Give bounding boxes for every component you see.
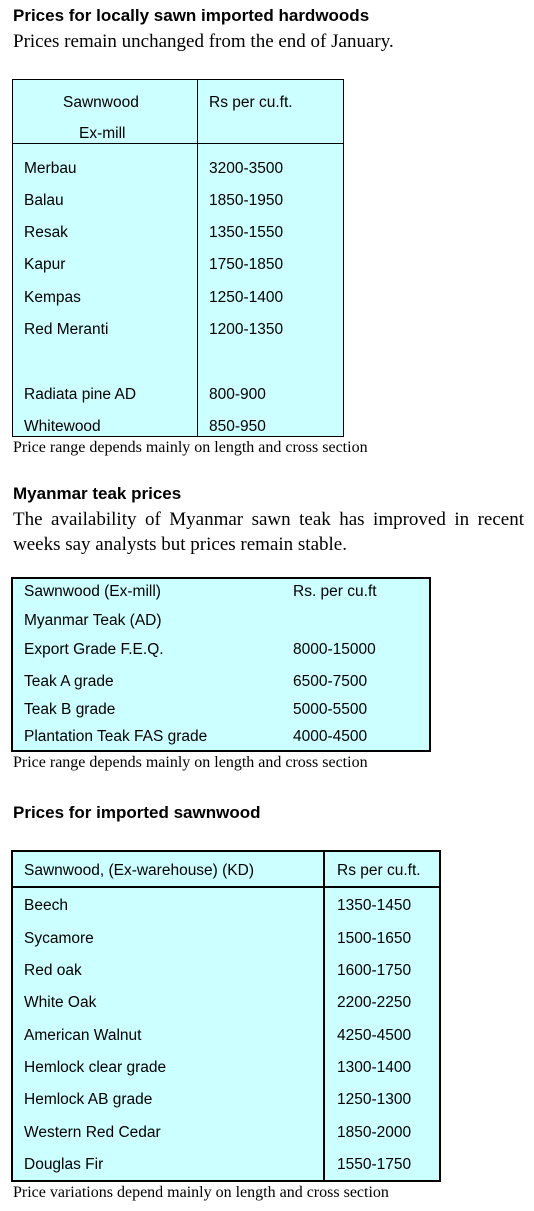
table-row-price: 5000-5500: [293, 701, 368, 718]
table-row-name: Western Red Cedar: [24, 1124, 161, 1141]
table-row-name: Kapur: [24, 256, 66, 273]
table-row-price: 8000-15000: [293, 641, 376, 658]
table-row-price: 1750-1850: [209, 256, 284, 273]
section2-heading: Myanmar teak prices: [13, 484, 182, 503]
table-row-price: 850-950: [209, 418, 266, 435]
table2-subheader: Myanmar Teak (AD): [24, 612, 162, 629]
table-row-price: 6500-7500: [293, 673, 368, 690]
table-row-name: Resak: [24, 224, 68, 241]
table-row-name: Balau: [24, 192, 64, 209]
table-row-name: Red Meranti: [24, 321, 109, 338]
table-row-name: Radiata pine AD: [24, 386, 137, 403]
imported-sawnwood-table: [11, 850, 441, 1182]
table-row-name: Merbau: [24, 160, 77, 177]
table-row-price: 2200-2250: [337, 994, 412, 1011]
table-row-name: Whitewood: [24, 418, 101, 435]
table-row-price: 1850-1950: [209, 192, 284, 209]
section2-note: Price range depends mainly on length and cross section: [13, 754, 368, 771]
table-row-price: 1250-1400: [209, 289, 284, 306]
table-row-price: 1350-1550: [209, 224, 284, 241]
section3-note: Price variations depend mainly on length and cross section: [13, 1184, 389, 1201]
table3-header-col2: Rs per cu.ft.: [337, 862, 421, 879]
table-row-name: Beech: [24, 897, 68, 914]
table-row-name: Export Grade F.E.Q.: [24, 641, 164, 658]
table-row-price: 4000-4500: [293, 728, 368, 745]
table-row-name: Teak A grade: [24, 673, 114, 690]
table-row-price: 1550-1750: [337, 1156, 412, 1173]
teak-price-table: [11, 577, 431, 752]
table-row-name: Teak B grade: [24, 701, 116, 718]
section1-heading: Prices for locally sawn imported hardwoods: [13, 6, 370, 25]
section1-note: Price range depends mainly on length and cross section: [13, 439, 368, 456]
table2-header-col2: Rs. per cu.ft: [293, 583, 377, 600]
table-row-name: Red oak: [24, 962, 82, 979]
table-row-name: American Walnut: [24, 1027, 142, 1044]
table-row-price: 1600-1750: [337, 962, 412, 979]
table-row-name: Sycamore: [24, 930, 94, 947]
table-row-name: Hemlock AB grade: [24, 1091, 153, 1108]
table-row-price: 1350-1450: [337, 897, 412, 914]
table3-header-col1: Sawnwood, (Ex-warehouse) (KD): [24, 862, 255, 879]
table-row-price: 1200-1350: [209, 321, 284, 338]
table1-header-col1-line1: Sawnwood: [63, 94, 139, 111]
table-row-price: 4250-4500: [337, 1027, 412, 1044]
table-row-price: 800-900: [209, 386, 266, 403]
table-row-name: Kempas: [24, 289, 81, 306]
table-row-price: 1850-2000: [337, 1124, 412, 1141]
section3-heading: Prices for imported sawnwood: [13, 803, 261, 822]
table-row-name: Hemlock clear grade: [24, 1059, 167, 1076]
table-row-name: Douglas Fir: [24, 1156, 104, 1173]
table1-header-col1-line2: Ex-mill: [79, 125, 126, 142]
table1-header-col2: Rs per cu.ft.: [209, 94, 293, 111]
table-row-price: 1250-1300: [337, 1091, 412, 1108]
table2-header-col1: Sawnwood (Ex-mill): [24, 583, 161, 600]
table-row-price: 1500-1650: [337, 930, 412, 947]
section1-paragraph: Prices remain unchanged from the end of January.: [13, 31, 394, 52]
hardwood-price-table: [12, 79, 344, 437]
section2-paragraph: The availability of Myanmar sawn teak has improved in recent weeks say analysts but prices remain stable.: [13, 509, 524, 555]
table-row-price: 1300-1400: [337, 1059, 412, 1076]
table-row-price: 3200-3500: [209, 160, 284, 177]
table-row-name: White Oak: [24, 994, 97, 1011]
table-row-name: Plantation Teak FAS grade: [24, 728, 208, 745]
